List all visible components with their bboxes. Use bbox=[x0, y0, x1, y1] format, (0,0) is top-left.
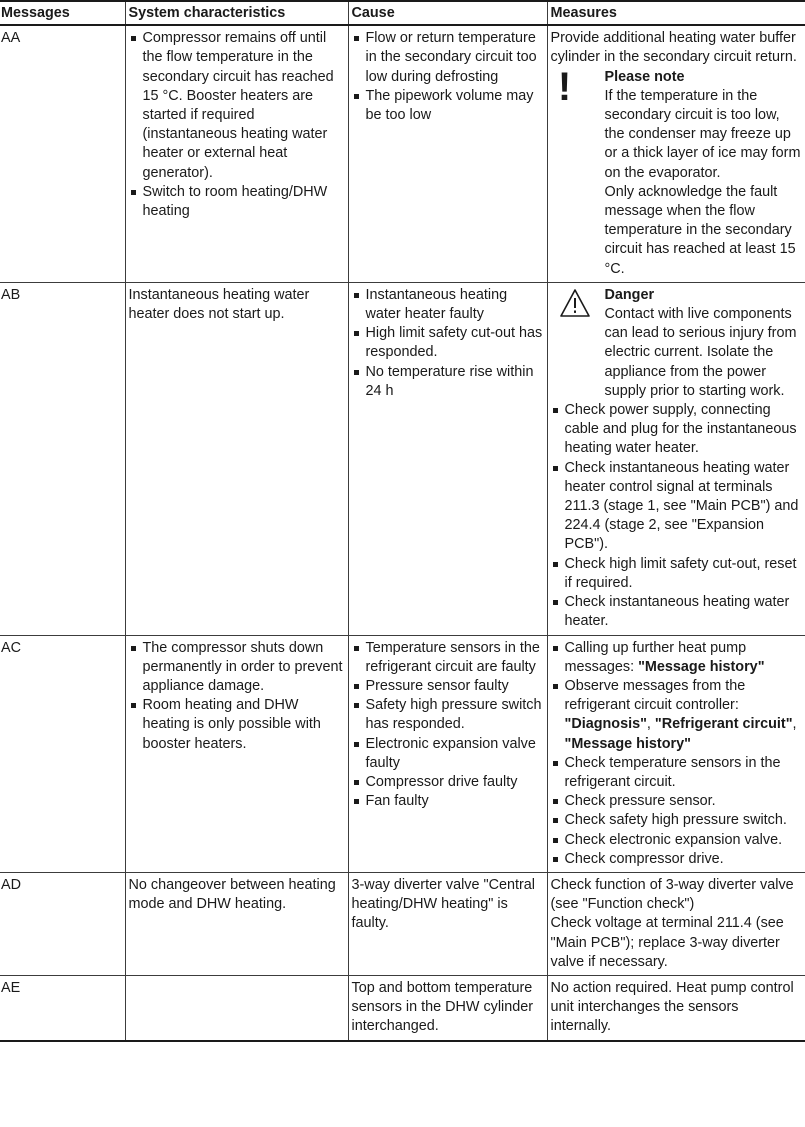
menu-path: "Message history" bbox=[564, 735, 691, 752]
measures-cell bbox=[547, 872, 805, 975]
system-characteristics-cell bbox=[125, 975, 348, 1040]
list-item: Compressor drive faulty bbox=[352, 773, 543, 792]
list-item: Compressor remains off until the flow temperature in the secondary circuit has reached 15 °C. Booster heaters are started if required (instantaneous heating water heater or external heat generator). bbox=[129, 29, 344, 183]
table-row-aa bbox=[0, 25, 805, 282]
list-item: The pipework volume may be too low bbox=[352, 87, 543, 125]
danger-text: Contact with live components can lead to serious injury from electric current. Isolate the appliance from the power supply prior to starting work. bbox=[604, 306, 797, 399]
system-text: No changeover between heating mode and DHW heating. bbox=[128, 876, 336, 913]
danger-box bbox=[551, 286, 802, 401]
please-note-box bbox=[551, 64, 802, 279]
measures-cell bbox=[547, 975, 805, 1040]
note-text: If the temperature in the secondary circuit is too low, the condenser may freeze up or a thick layer of ice may form on the evaporator. bbox=[604, 87, 801, 181]
system-characteristics-cell bbox=[125, 635, 348, 872]
measures-cell bbox=[547, 282, 805, 635]
cause-text: Top and bottom temperature sensors in the DHW cylinder interchanged. bbox=[351, 979, 534, 1035]
table-row-ab bbox=[0, 282, 805, 635]
list-item: Observe messages from the refrigerant circuit controller: "Diagnosis", "Refrigerant circuit", "Message history" bbox=[551, 677, 802, 754]
header-system-characteristics: System characteristics bbox=[125, 1, 348, 25]
list-item: Temperature sensors in the refrigerant circuit are faulty bbox=[352, 639, 543, 677]
message-code: AA bbox=[0, 25, 125, 282]
list-item: Check pressure sensor. bbox=[551, 792, 802, 811]
list-item: Safety high pressure switch has responded. bbox=[352, 696, 543, 734]
list-item: Calling up further heat pump messages: "Message history" bbox=[551, 639, 802, 677]
list-item: Electronic expansion valve faulty bbox=[352, 735, 543, 773]
note-text: Only acknowledge the fault message when the flow temperature in the secondary circuit has reached at least 15 °C. bbox=[604, 183, 796, 277]
list-item: Flow or return temperature in the secondary circuit too low during defrosting bbox=[352, 29, 543, 87]
cause-cell bbox=[348, 635, 547, 872]
list-item: The compressor shuts down permanently in order to prevent appliance damage. bbox=[129, 639, 344, 697]
measures-text: Check function of 3-way diverter valve (see "Function check") bbox=[550, 876, 794, 913]
list-item: Instantaneous heating water heater faulty bbox=[352, 286, 543, 324]
measures-text: Provide additional heating water buffer cylinder in the secondary circuit return. bbox=[550, 30, 797, 66]
exclamation-icon: ! bbox=[557, 64, 572, 109]
list-item: Check electronic expansion valve. bbox=[551, 831, 802, 850]
message-code: AC bbox=[0, 635, 125, 872]
list-item: No temperature rise within 24 h bbox=[352, 363, 543, 401]
list-item: Fan faulty bbox=[352, 792, 543, 811]
table-row-ac bbox=[0, 635, 805, 872]
header-measures: Measures bbox=[547, 1, 805, 25]
list-item: Pressure sensor faulty bbox=[352, 677, 543, 696]
list-item: Check instantaneous heating water heater. bbox=[551, 593, 802, 631]
list-item: Check temperature sensors in the refrigerant circuit. bbox=[551, 754, 802, 792]
table-row-ad bbox=[0, 872, 805, 975]
list-item: Check instantaneous heating water heater control signal at terminals 211.3 (stage 1, see "Main PCB") and 224.4 (stage 2, see "Expansion PCB"). bbox=[551, 459, 802, 555]
measures-text: Check voltage at terminal 211.4 (see "Main PCB"); replace 3-way diverter valve if necessary. bbox=[550, 915, 784, 970]
measures-text: No action required. Heat pump control unit interchanges the sensors internally. bbox=[550, 979, 794, 1035]
system-characteristics-cell bbox=[125, 25, 348, 282]
header-messages: Messages bbox=[0, 1, 125, 25]
danger-title: Danger bbox=[604, 286, 655, 303]
warning-triangle-icon bbox=[551, 286, 605, 326]
message-code: AE bbox=[0, 975, 125, 1040]
list-item: Check compressor drive. bbox=[551, 850, 802, 869]
list-item: High limit safety cut-out has responded. bbox=[352, 324, 543, 362]
cause-text: 3-way diverter valve "Central heating/DHW heating" is faulty. bbox=[351, 876, 535, 932]
measures-cell bbox=[547, 25, 805, 282]
header-cause: Cause bbox=[348, 1, 547, 25]
menu-path: "Message history" bbox=[638, 658, 765, 675]
list-item: Room heating and DHW heating is only possible with booster heaters. bbox=[129, 696, 344, 754]
list-item: Check power supply, connecting cable and plug for the instantaneous heating water heater. bbox=[551, 401, 802, 459]
menu-path: "Refrigerant circuit" bbox=[654, 716, 793, 733]
system-characteristics-cell bbox=[125, 282, 348, 635]
menu-path: "Diagnosis" bbox=[564, 716, 647, 733]
system-characteristics-cell bbox=[125, 872, 348, 975]
note-title: Please note bbox=[604, 68, 685, 85]
measures-cell bbox=[547, 635, 805, 872]
list-item: Check high limit safety cut-out, reset if required. bbox=[551, 555, 802, 593]
system-text: Instantaneous heating water heater does not start up. bbox=[128, 286, 310, 323]
cause-cell bbox=[348, 872, 547, 975]
cause-cell bbox=[348, 282, 547, 635]
cause-cell bbox=[348, 25, 547, 282]
cause-cell bbox=[348, 975, 547, 1040]
list-item: Switch to room heating/DHW heating bbox=[129, 183, 344, 221]
table-row-ae bbox=[0, 975, 805, 1040]
message-code: AB bbox=[0, 282, 125, 635]
message-code: AD bbox=[0, 872, 125, 975]
list-item: Check safety high pressure switch. bbox=[551, 811, 802, 830]
table-header-row bbox=[0, 1, 805, 25]
